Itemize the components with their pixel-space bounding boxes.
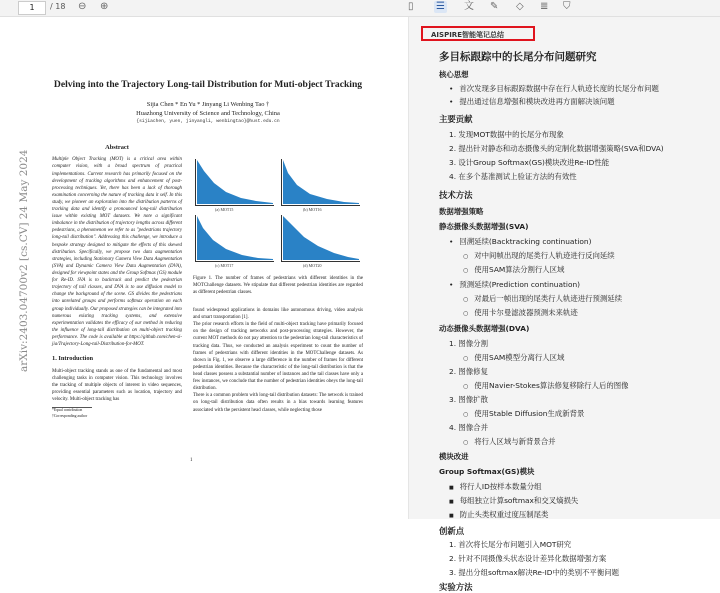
note-line: • 预测延续(Prediction continuation)	[449, 279, 580, 290]
page-total: / 18	[50, 2, 66, 11]
shape-icon[interactable]: ◇	[516, 1, 524, 12]
long-tail-plot-b	[282, 159, 360, 205]
note-line: 3. 图像扩散	[449, 395, 488, 404]
footnote-2: †Corresponding author	[52, 413, 88, 418]
note-line: ○ 使用SAM模型分离行人区域	[463, 352, 564, 363]
pdf-viewer[interactable]	[0, 17, 409, 519]
intro-text: Multi-object tracking stands as one of the fundamental and most challenging tasks in computer vision. This technology involves the tracking of multiple objects of interest in video sequences, providing essential parameters such as location, trajectory and velocity. Multi-object tracking has	[52, 368, 182, 402]
long-tail-plot-a	[196, 159, 274, 205]
stack-icon[interactable]: ≣	[540, 1, 549, 12]
fig-label-b: (b) MOT16	[303, 207, 322, 212]
fig-panel-a	[195, 159, 274, 206]
notes-list-icon[interactable]: ☰	[436, 1, 445, 12]
note-line: ○ 将行人区域与新背景合并	[463, 436, 556, 447]
zoom-out-icon[interactable]: ⊖	[78, 1, 87, 12]
note-line: 创新点	[439, 526, 465, 536]
paper-title: Delving into the Trajectory Long-tail Distribution for Muti-object Tracking	[53, 79, 363, 90]
note-line: 数据增强策略	[439, 207, 484, 216]
note-line: ■ 将行人ID按样本数量分组	[449, 481, 542, 492]
page-number-input[interactable]: 1	[18, 1, 46, 15]
long-tail-plot-c	[196, 215, 274, 261]
fig-panel-b	[281, 159, 360, 206]
note-line: 2. 提出针对静态和动态摄像头的定制化数据增强策略(SVA和DVA)	[449, 144, 664, 153]
note-line: 1. 图像分割	[449, 339, 488, 348]
intro-heading: 1. Introduction	[52, 355, 94, 363]
note-line: ○ 使用卡尔曼滤波器预测未来轨迹	[463, 307, 578, 318]
footnote-1: *Equal contribution	[52, 407, 92, 414]
aispire-badge: AISPIRE智能笔记总结	[421, 26, 535, 41]
note-line: 1. 首次将长尾分布问题引入MOT研究	[449, 540, 572, 549]
figure-caption: Figure 1. The number of frames of pedestrians with different identities in the MOTChallenge datasets. We stipulate that different pedestrian identities are regarded as different pedestrian classes.	[193, 276, 363, 296]
page-number: 1	[190, 458, 193, 463]
note-line: • 提出通过信息增强和模块改进再方面解决该问题	[449, 96, 615, 107]
left-column	[52, 143, 182, 419]
arxiv-id: arXiv:2403.04700v2 [cs.CV] 24 May 2024	[18, 149, 30, 372]
translate-icon[interactable]: 文	[464, 1, 474, 12]
note-line: 3. 设计Group Softmax(GS)模块改进Re-ID性能	[449, 158, 610, 167]
note-line: 主要贡献	[439, 114, 473, 124]
note-line: ■ 每组独立计算softmax和交叉熵损失	[449, 495, 578, 506]
note-line: 动态摄像头数据增强(DVA)	[439, 324, 530, 333]
right-column-text: found widespread applications in domains like autonomous driving, video analysis and smart transportation [1]. The prior research efforts in the field of multi-object tracking have primarily focused on the design of tracking networks and post-processing strategies. However, the current MOT methods do not pay attention to the pedestrian long-tail characteristics of tracking data. Thus, we conducted an analysis experiment to count the number of frames of pedestrians with different identities in the MOTChallenge datasets. As shown in Fig. 1, we observe a large difference in the number of frames for different pedestrian identities. Because the characteristic of the long-tail distribution is that the head classes possess a substantial number of instances and the tail classes have only a few instances, we conclude that the number of pedestrian identities obeys the long-tail distribution. There is a common problem with long-tail distribution datasets: The network is trained on long-tail distribution data often results in a bias towards learning features associated with the persistent head classes, while neglecting those	[193, 308, 363, 413]
note-line: ○ 使用SAM算法分割行人区域	[463, 264, 564, 275]
fig-label-a: (a) MOT15	[215, 207, 234, 212]
zoom-in-icon[interactable]: ⊕	[100, 1, 109, 12]
note-line: 1. 发现MOT数据中的长尾分布现象	[449, 130, 564, 139]
ai-notes-panel	[409, 17, 720, 592]
note-line: 4. 在多个基准测试上验证方法的有效性	[449, 172, 577, 181]
figure-1	[193, 159, 363, 271]
paper-authors: Sijia Chen * En Yu * Jinyang Li Wenbing Tao †	[146, 101, 270, 108]
fig-label-d: (d) MOT20	[303, 263, 322, 268]
pdf-toolbar	[0, 0, 720, 17]
fig-panel-c	[195, 215, 274, 262]
note-line: ○ 对最后一帧出现的尾类行人轨迹进行预测延续	[463, 293, 622, 304]
note-line: 2. 图像修复	[449, 367, 488, 376]
note-line: 2. 针对不同摄像头状态设计差异化数据增强方案	[449, 554, 607, 563]
note-line: ○ 使用Navier-Stokes算法修复移除行人后的图像	[463, 380, 629, 391]
abstract-heading: Abstract	[105, 144, 129, 151]
long-tail-plot-d	[282, 215, 360, 261]
pen-icon[interactable]: ✎	[490, 1, 499, 12]
abstract-text: Multiple Object Tracking (MOT) is a critical area within computer vision, with a broad spectrum of practical implementations. Current research has primarily focused on the development of tracking algorithms and enhancement of post-processing techniques. Yet, there has been a lack of thorough examination concerning the nature of tracking data it self. In this study, we pioneer an exploration into the distribution patterns of tracking data and identify a pronounced long-tail distribution issue within existing MOT datasets. We note a significant imbalance in the distribution of trajectory lengths across different pedestrians, a phenomenon we refer to as "pedestrians trajectory long-tail distribution". Addressing this challenge, we introduce a bespoke strategy designed to mitigate the effects of this skewed distribution. Specifically, we propose two data augmentation strategies, including Stationary Camera View Data Augmentation (SVA) and Dynamic Camera View Data Augmentation (DVA), designed for viewpoint states and the Group Softmax (GS) module for Re-ID. SVA is to backtrack and predict the pedestrian trajectory of tail classes, and DVA is to use diffusion model to change the background of the scene. GS divides the pedestrians into unrelated groups and performs softmax operation on each group individually. Our proposed strategies can be integrated into numerous existing tracking systems, and extensive experimentation validates the efficacy of our method in reducing the influence of long-tail distribution on multi-object tracking performance. The code is available at https://github.com/chen-si-jia/Trajectory-Long-tail-Distribution-for-MOT.	[52, 157, 182, 348]
note-line: 4. 图像合并	[449, 423, 488, 432]
shield-icon[interactable]: ⛉	[563, 1, 571, 12]
note-line: • 回溯延续(Backtracking continuation)	[449, 236, 592, 247]
note-line: ■ 防止头类权重过度压制尾类	[449, 509, 548, 520]
note-line: 核心思想	[439, 70, 469, 79]
note-line: ○ 对中间帧出现的尾类行人轨迹进行反向延续	[463, 250, 615, 261]
paper-emails: {sijiachen, yuen, jinyangli, wenbingtao}@hust.edu.cn	[136, 119, 280, 124]
note-line: Group Softmax(GS)模块	[439, 467, 535, 476]
fig-panel-d	[281, 215, 360, 262]
note-line: 3. 提出分组softmax解决Re-ID中的类别不平衡问题	[449, 568, 619, 577]
note-line: 静态摄像头数据增强(SVA)	[439, 222, 529, 231]
note-line: ○ 使用Stable Diffusion生成新背景	[463, 408, 584, 419]
fig-label-c: (c) MOT17	[215, 263, 234, 268]
note-line: 多目标跟踪中的长尾分布问题研究	[439, 51, 597, 63]
note-line: 技术方法	[439, 190, 473, 200]
note-line: 模块改进	[439, 452, 469, 461]
note-line: • 首次发现多目标跟踪数据中存在行人轨迹长度的长尾分布问题	[449, 83, 659, 94]
note-line: 实验方法	[439, 582, 473, 592]
paper-affiliation: Huazhong University of Science and Technology, China	[136, 110, 280, 117]
sidebar-toggle-icon[interactable]: ▯	[408, 1, 414, 12]
